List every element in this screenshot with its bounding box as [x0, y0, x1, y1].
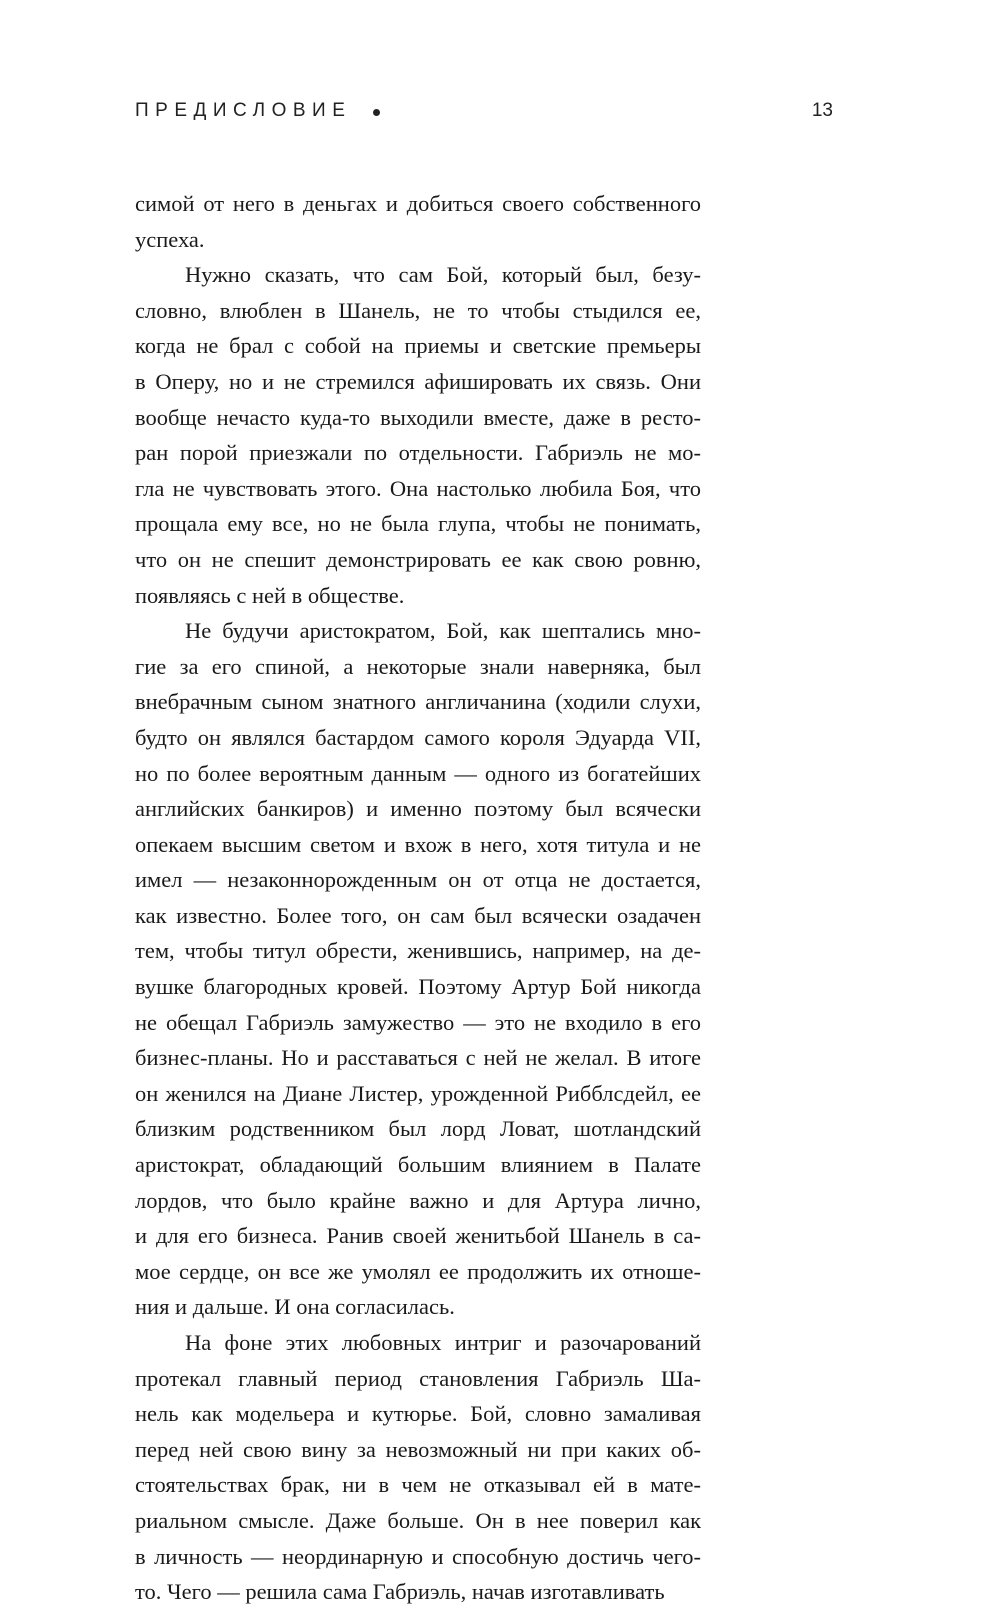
text-line: появляясь с ней в обществе. [135, 582, 405, 608]
text-line: риальном смысле. Даже больше. Он в нее поверил как [135, 1507, 701, 1533]
text-line: симой от него в деньгах и добиться своего собственного [135, 191, 701, 216]
section-title: ПРЕДИСЛОВИЕ [135, 100, 352, 121]
text-line: в личность — неординарную и способную достичь чего- [135, 1543, 701, 1569]
text-line: опекаем высшим светом и вхож в него, хотя титула и не [135, 831, 701, 857]
text-line: будто он являлся бастардом самого короля Эдуарда VII, [135, 724, 701, 750]
text-line: прощала ему все, но не была глупа, чтобы не понимать, [135, 511, 701, 537]
text-line: успеха. [135, 226, 205, 252]
text-line: имел — незаконнорожденным он от отца не достается, [135, 867, 701, 893]
running-header [135, 96, 833, 126]
text-line: то. Чего — решила сама Габриэль, начав изготавливать [135, 1579, 665, 1605]
text-line: перед ней свою вину за невозможный ни при каких об- [135, 1436, 701, 1462]
text-line: когда не брал с собой на приемы и светские премьеры [135, 333, 701, 359]
paragraph [135, 1325, 701, 1610]
text-line: аристократ, обладающий большим влиянием в Палате [135, 1152, 701, 1178]
text-line: мое сердце, он все же умолял ее продолжить их отноше- [135, 1258, 701, 1284]
text-line: Нужно сказать, что сам Бой, который был, безу- [185, 262, 701, 288]
text-line: и для его бизнеса. Ранив своей женитьбой Шанель в са- [135, 1223, 701, 1249]
text-line: внебрачным сыном знатного англичанина (ходили слухи, [135, 689, 701, 715]
text-line: в Оперу, но и не стремился афишировать их связь. Они [135, 368, 701, 394]
text-line: стоятельствах брак, ни в чем не отказывал ей в мате- [135, 1472, 701, 1498]
text-line: вообще нечасто куда-то выходили вместе, даже в ресто- [135, 404, 701, 430]
text-line: Не будучи аристократом, Бой, как шептались мно- [185, 618, 701, 644]
text-line: гла не чувствовать этого. Она настолько любила Боя, что [135, 475, 701, 501]
text-line: тем, чтобы титул обрести, женившись, например, на де- [135, 938, 701, 964]
text-line: не обещал Габриэль замужество — это не входило в его [135, 1009, 701, 1035]
text-line: гие за его спиной, а некоторые знали наверняка, был [135, 653, 701, 679]
body-text [135, 186, 701, 1610]
text-line: как известно. Более того, он сам был всячески озадачен [135, 902, 701, 928]
text-line: лордов, что было крайне важно и для Артура лично, [135, 1187, 701, 1213]
text-line: что он не спешит демонстрировать ее как свою ровню, [135, 546, 701, 572]
text-line: словно, влюблен в Шанель, не то чтобы стыдился ее, [135, 297, 701, 323]
paragraph [135, 257, 701, 613]
text-line: но по более вероятным данным — одного из богатейших [135, 760, 701, 786]
text-line: протекал главный период становления Габриэль Ша- [135, 1365, 701, 1391]
text-line: нель как модельера и кутюрье. Бой, словно замаливая [135, 1401, 701, 1427]
text-line: бизнес-планы. Но и расставаться с ней не желал. В итоге [135, 1045, 701, 1071]
text-line: он женился на Диане Листер, урожденной Рибблсдейл, ее [135, 1080, 701, 1106]
text-line: близким родственником был лорд Ловат, шотландский [135, 1116, 701, 1142]
text-line: ния и дальше. И она согласилась. [135, 1294, 455, 1320]
paragraph [135, 613, 701, 1325]
text-line: английских банкиров) и именно поэтому был всячески [135, 796, 701, 822]
bullet-dot-icon [373, 109, 380, 116]
text-line: ран порой приезжали по отдельности. Габриэль не мо- [135, 440, 701, 466]
text-line: вушке благородных кровей. Поэтому Артур Бой никогда [135, 974, 701, 1000]
paragraph [135, 186, 701, 257]
page-number: 13 [811, 100, 833, 121]
text-line: На фоне этих любовных интриг и разочарований [185, 1330, 701, 1355]
